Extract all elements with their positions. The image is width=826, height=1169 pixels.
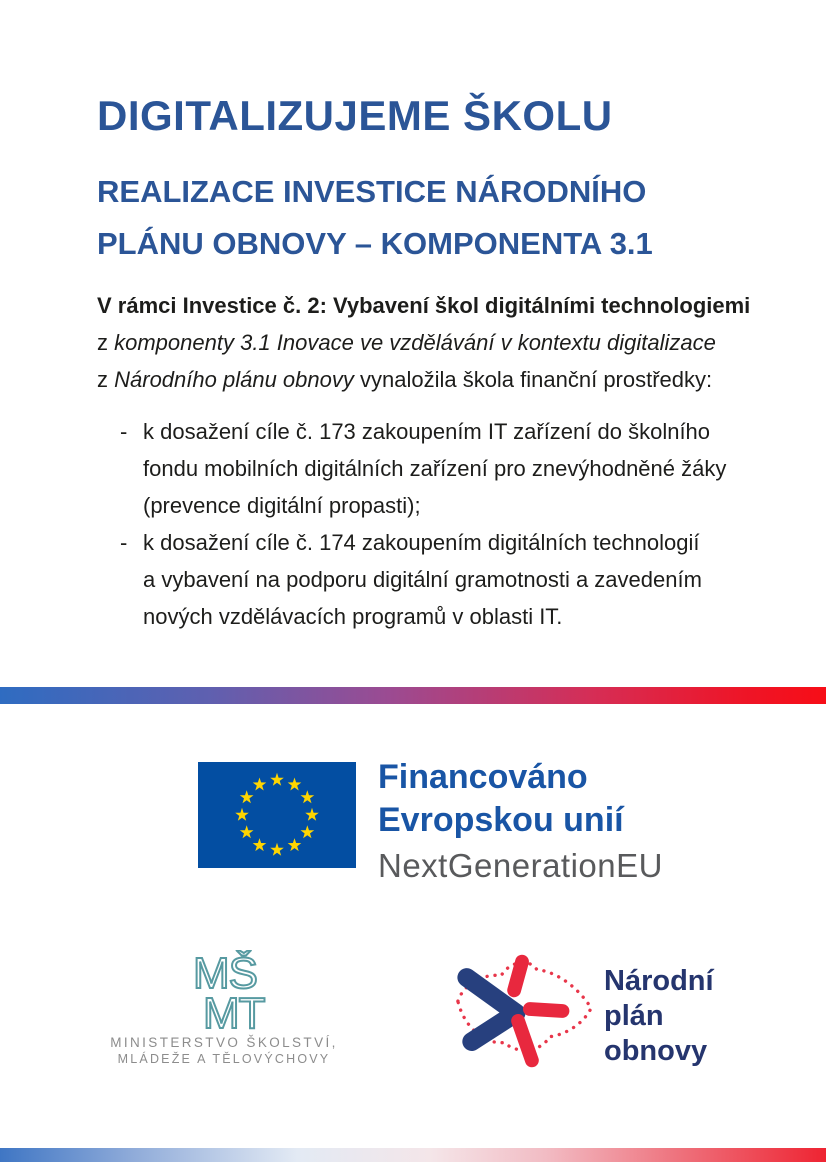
bullet-line: (prevence digitální propasti); bbox=[143, 493, 421, 518]
msmt-logo bbox=[106, 950, 342, 1068]
bullet-line: k dosažení cíle č. 173 zakoupením IT zařízení do školního bbox=[143, 419, 711, 444]
npo-red-bar-middle bbox=[530, 1009, 563, 1011]
eu-text-line-1: Financováno bbox=[378, 758, 588, 796]
paragraph-line: z Národního plánu obnovy vynaložila škola finanční prostředky: bbox=[97, 367, 713, 392]
msmt-caption-line-2: MLÁDEŽE A TĚLOVÝCHOVY bbox=[117, 1052, 331, 1066]
msmt-monogram-bottom: MT bbox=[203, 989, 265, 1034]
eu-flag-icon bbox=[198, 762, 356, 868]
bullet-list bbox=[120, 413, 726, 635]
subtitle-line-1: REALIZACE INVESTICE NÁRODNÍHO bbox=[97, 174, 647, 209]
msmt-monogram-icon bbox=[159, 950, 289, 1034]
npo-red-bar-bottom bbox=[518, 1021, 532, 1060]
bullet-line: nových vzdělávacích programů v oblasti IT. bbox=[143, 604, 563, 629]
npo-word-line-3: obnovy bbox=[604, 1035, 708, 1067]
npo-logo bbox=[450, 952, 714, 1072]
bullet-item bbox=[120, 524, 726, 635]
page-subtitle bbox=[97, 166, 653, 270]
npo-word-line-2: plán bbox=[604, 1000, 664, 1032]
bullet-marker: - bbox=[120, 419, 128, 444]
page-title: DIGITALIZUJEME ŠKOLU bbox=[97, 92, 613, 139]
msmt-monogram-top: MŠ bbox=[193, 950, 257, 998]
bullet-line: k dosažení cíle č. 174 zakoupením digitálních technologií bbox=[143, 530, 700, 555]
msmt-caption-line-1: MINISTERSTVO ŠKOLSTVÍ, bbox=[110, 1035, 338, 1050]
npo-wordmark bbox=[604, 964, 714, 1069]
gradient-divider-bar bbox=[0, 687, 826, 704]
npo-red-bar-top bbox=[514, 962, 522, 991]
intro-paragraph bbox=[97, 287, 750, 398]
paragraph-line: z komponenty 3.1 Inovace ve vzdělávání v kontextu digitalizace bbox=[97, 330, 716, 355]
eu-funding-logo bbox=[198, 758, 663, 887]
gradient-footer-bar bbox=[0, 1148, 826, 1162]
bullet-line: fondu mobilních digitálních zařízení pro znevýhodněné žáky bbox=[143, 456, 727, 481]
subtitle-line-2: PLÁNU OBNOVY – KOMPONENTA 3.1 bbox=[97, 226, 653, 261]
npo-word-line-1: Národní bbox=[604, 965, 714, 997]
eu-funding-text bbox=[378, 756, 663, 887]
eu-text-line-2: Evropskou unií bbox=[378, 801, 624, 839]
bullet-line: a vybavení na podporu digitální gramotnosti a zavedením bbox=[143, 567, 702, 592]
bullet-item bbox=[120, 413, 726, 524]
next-generation-eu-label: NextGenerationEU bbox=[378, 847, 663, 884]
bullet-marker: - bbox=[120, 530, 128, 555]
paragraph-line: V rámci Investice č. 2: Vybavení škol digitálními technologiemi bbox=[97, 293, 751, 318]
npo-mark-icon bbox=[450, 952, 598, 1072]
